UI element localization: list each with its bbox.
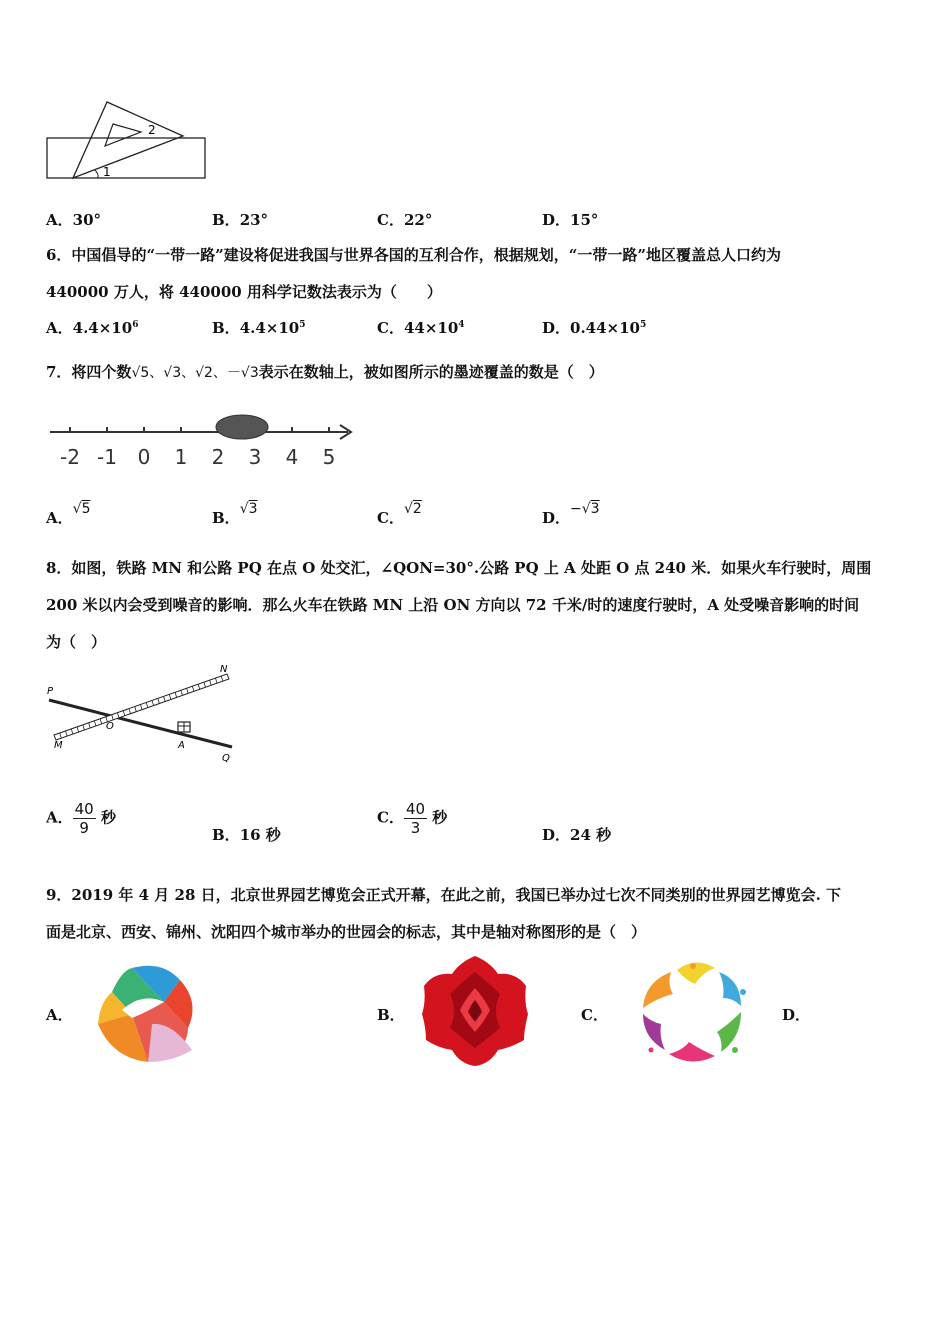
q9-option-b[interactable]: B． [377, 1006, 405, 1024]
option-letter: B． [212, 319, 240, 337]
option-text: 23° [239, 211, 269, 229]
q5-option-a[interactable] [46, 210, 101, 230]
radical-value: 3 [248, 501, 258, 517]
number-line-tick-label: 2 [211, 445, 225, 469]
triangle-ruler-figure [45, 98, 210, 183]
q8-line-3: 为（ ） [46, 633, 107, 651]
number-line-tick-label: 0 [137, 445, 151, 469]
q8-option-b[interactable] [212, 825, 281, 845]
label-m: M [54, 740, 63, 751]
q8-option-d[interactable] [542, 825, 611, 845]
option-fraction [404, 800, 427, 837]
option-letter: D． [542, 319, 571, 337]
option-letter: D． [542, 826, 571, 844]
option-radical: −√3 [570, 501, 600, 517]
option-letter: A． [46, 509, 73, 527]
q5-option-b[interactable] [212, 210, 268, 230]
radical-value: 5 [81, 501, 91, 517]
fraction-numerator: 40 [405, 800, 426, 818]
option-exponent: 5 [640, 320, 647, 330]
number-line-tick-label: -1 [97, 445, 117, 469]
label-o: O [106, 721, 114, 732]
option-text: 22° [403, 211, 433, 229]
angle-label-2: 2 [148, 123, 156, 137]
label-q: Q [222, 753, 230, 764]
q9-option-a[interactable]: A． [46, 1006, 73, 1024]
angle-label-1: 1 [103, 165, 111, 179]
set-square-inner [105, 124, 141, 146]
option-letter: C． [377, 319, 404, 337]
q7-option-b[interactable] [212, 498, 258, 527]
label-n: N [220, 664, 228, 675]
number-line-tick-label: 3 [248, 445, 262, 469]
railway-road-figure [44, 662, 239, 767]
q8-line-2: 200 米以内会受到噪音的影响．那么火车在铁路 MN 上沿 ON 方向以 72 千米/时的速度行驶时，A 处受噪音影响的时间 [46, 596, 860, 614]
q8-option-a[interactable] [46, 800, 116, 837]
radical-value: 3 [590, 501, 600, 517]
option-base: 44×10 [403, 319, 459, 337]
option-radical: √2 [403, 501, 422, 517]
q7-numbers: √5、√3、√2、－√3 [131, 365, 259, 381]
q9-option-d[interactable]: D． [782, 1006, 811, 1024]
option-letter: C． [377, 509, 404, 527]
option-unit: 秒 [432, 808, 448, 827]
option-text: 30° [72, 211, 102, 229]
radical-value: 2 [412, 501, 422, 517]
xian-expo-logo [418, 952, 533, 1070]
q6-option-d[interactable] [542, 315, 646, 338]
ink-blot [216, 415, 268, 439]
set-square-outer [73, 102, 183, 178]
option-letter: B． [212, 509, 240, 527]
q7-stem [46, 362, 604, 383]
fraction-denominator: 9 [79, 819, 89, 837]
option-letter: A． [46, 319, 73, 337]
q5-option-d[interactable] [542, 210, 598, 230]
label-a: A [178, 740, 185, 751]
beijing-expo-logo [92, 962, 207, 1067]
fraction-denominator: 3 [410, 819, 421, 837]
q6-option-a[interactable] [46, 315, 138, 338]
q9-line-1: 9．2019 年 4 月 28 日，北京世界园艺博览会正式开幕，在此之前，我国已举办过七次不同类别的世界园艺博览会. 下 [46, 886, 842, 904]
q6-line-1: 6．中国倡导的“一带一路”建设将促进我国与世界各国的互利合作，根据规划，“一带一路”地区覆盖总人口约为 [46, 246, 781, 264]
q7-prefix: 7．将四个数 [46, 363, 132, 381]
option-fraction [73, 800, 96, 837]
option-letter: D． [542, 211, 571, 229]
label-p: P [47, 686, 54, 697]
jinzhou-expo-logo [637, 958, 749, 1068]
option-exponent: 5 [299, 320, 306, 330]
q8-option-c[interactable] [377, 800, 447, 837]
option-exponent: 4 [458, 320, 465, 330]
option-text: 16 秒 [239, 826, 281, 844]
number-line-tick-label: 4 [285, 445, 299, 469]
number-line-tick-label: -2 [60, 445, 80, 469]
q9-line-2: 面是北京、西安、锦州、沈阳四个城市举办的世园会的标志，其中是轴对称图形的是（ ） [46, 923, 647, 941]
option-letter: D． [542, 509, 571, 527]
option-letter: A． [46, 808, 73, 827]
option-radical: √5 [72, 501, 91, 517]
option-letter: B． [212, 826, 240, 844]
option-base: 4.4×10 [239, 319, 300, 337]
option-base: 0.44×10 [570, 319, 640, 337]
option-text: 24 秒 [570, 826, 612, 844]
q9-option-c[interactable]: C． [581, 1006, 608, 1024]
q7-suffix: 表示在数轴上，被如图所示的墨迹覆盖的数是（ ） [258, 363, 604, 381]
option-letter: C． [377, 808, 404, 827]
option-exponent: 6 [132, 320, 139, 330]
number-line-tick-label: 5 [322, 445, 336, 469]
q8-line-1: 8．如图，铁路 MN 和公路 PQ 在点 O 处交汇，∠QON=30°.公路 PQ 上 A 处距 O 点 240 米．如果火车行驶时，周围 [46, 559, 872, 577]
fraction-numerator: 40 [74, 800, 94, 818]
radical-sign: − [570, 501, 582, 517]
option-letter: B． [212, 211, 240, 229]
q6-line-2: 440000 万人，将 440000 用科学记数法表示为（ ） [46, 283, 442, 301]
option-base: 4.4×10 [72, 319, 133, 337]
q6-option-c[interactable] [377, 315, 465, 338]
option-letter: A． [46, 211, 73, 229]
q5-option-c[interactable] [377, 210, 432, 230]
q7-option-d[interactable] [542, 498, 600, 527]
option-letter: C． [377, 211, 404, 229]
q6-option-b[interactable] [212, 315, 306, 338]
option-text: 15° [570, 211, 599, 229]
q7-option-a[interactable] [46, 498, 91, 527]
option-unit: 秒 [100, 808, 116, 827]
q7-option-c[interactable] [377, 498, 422, 527]
number-line-tick-label: 1 [174, 445, 188, 469]
number-line-figure [48, 408, 360, 473]
option-radical: √3 [239, 501, 258, 517]
